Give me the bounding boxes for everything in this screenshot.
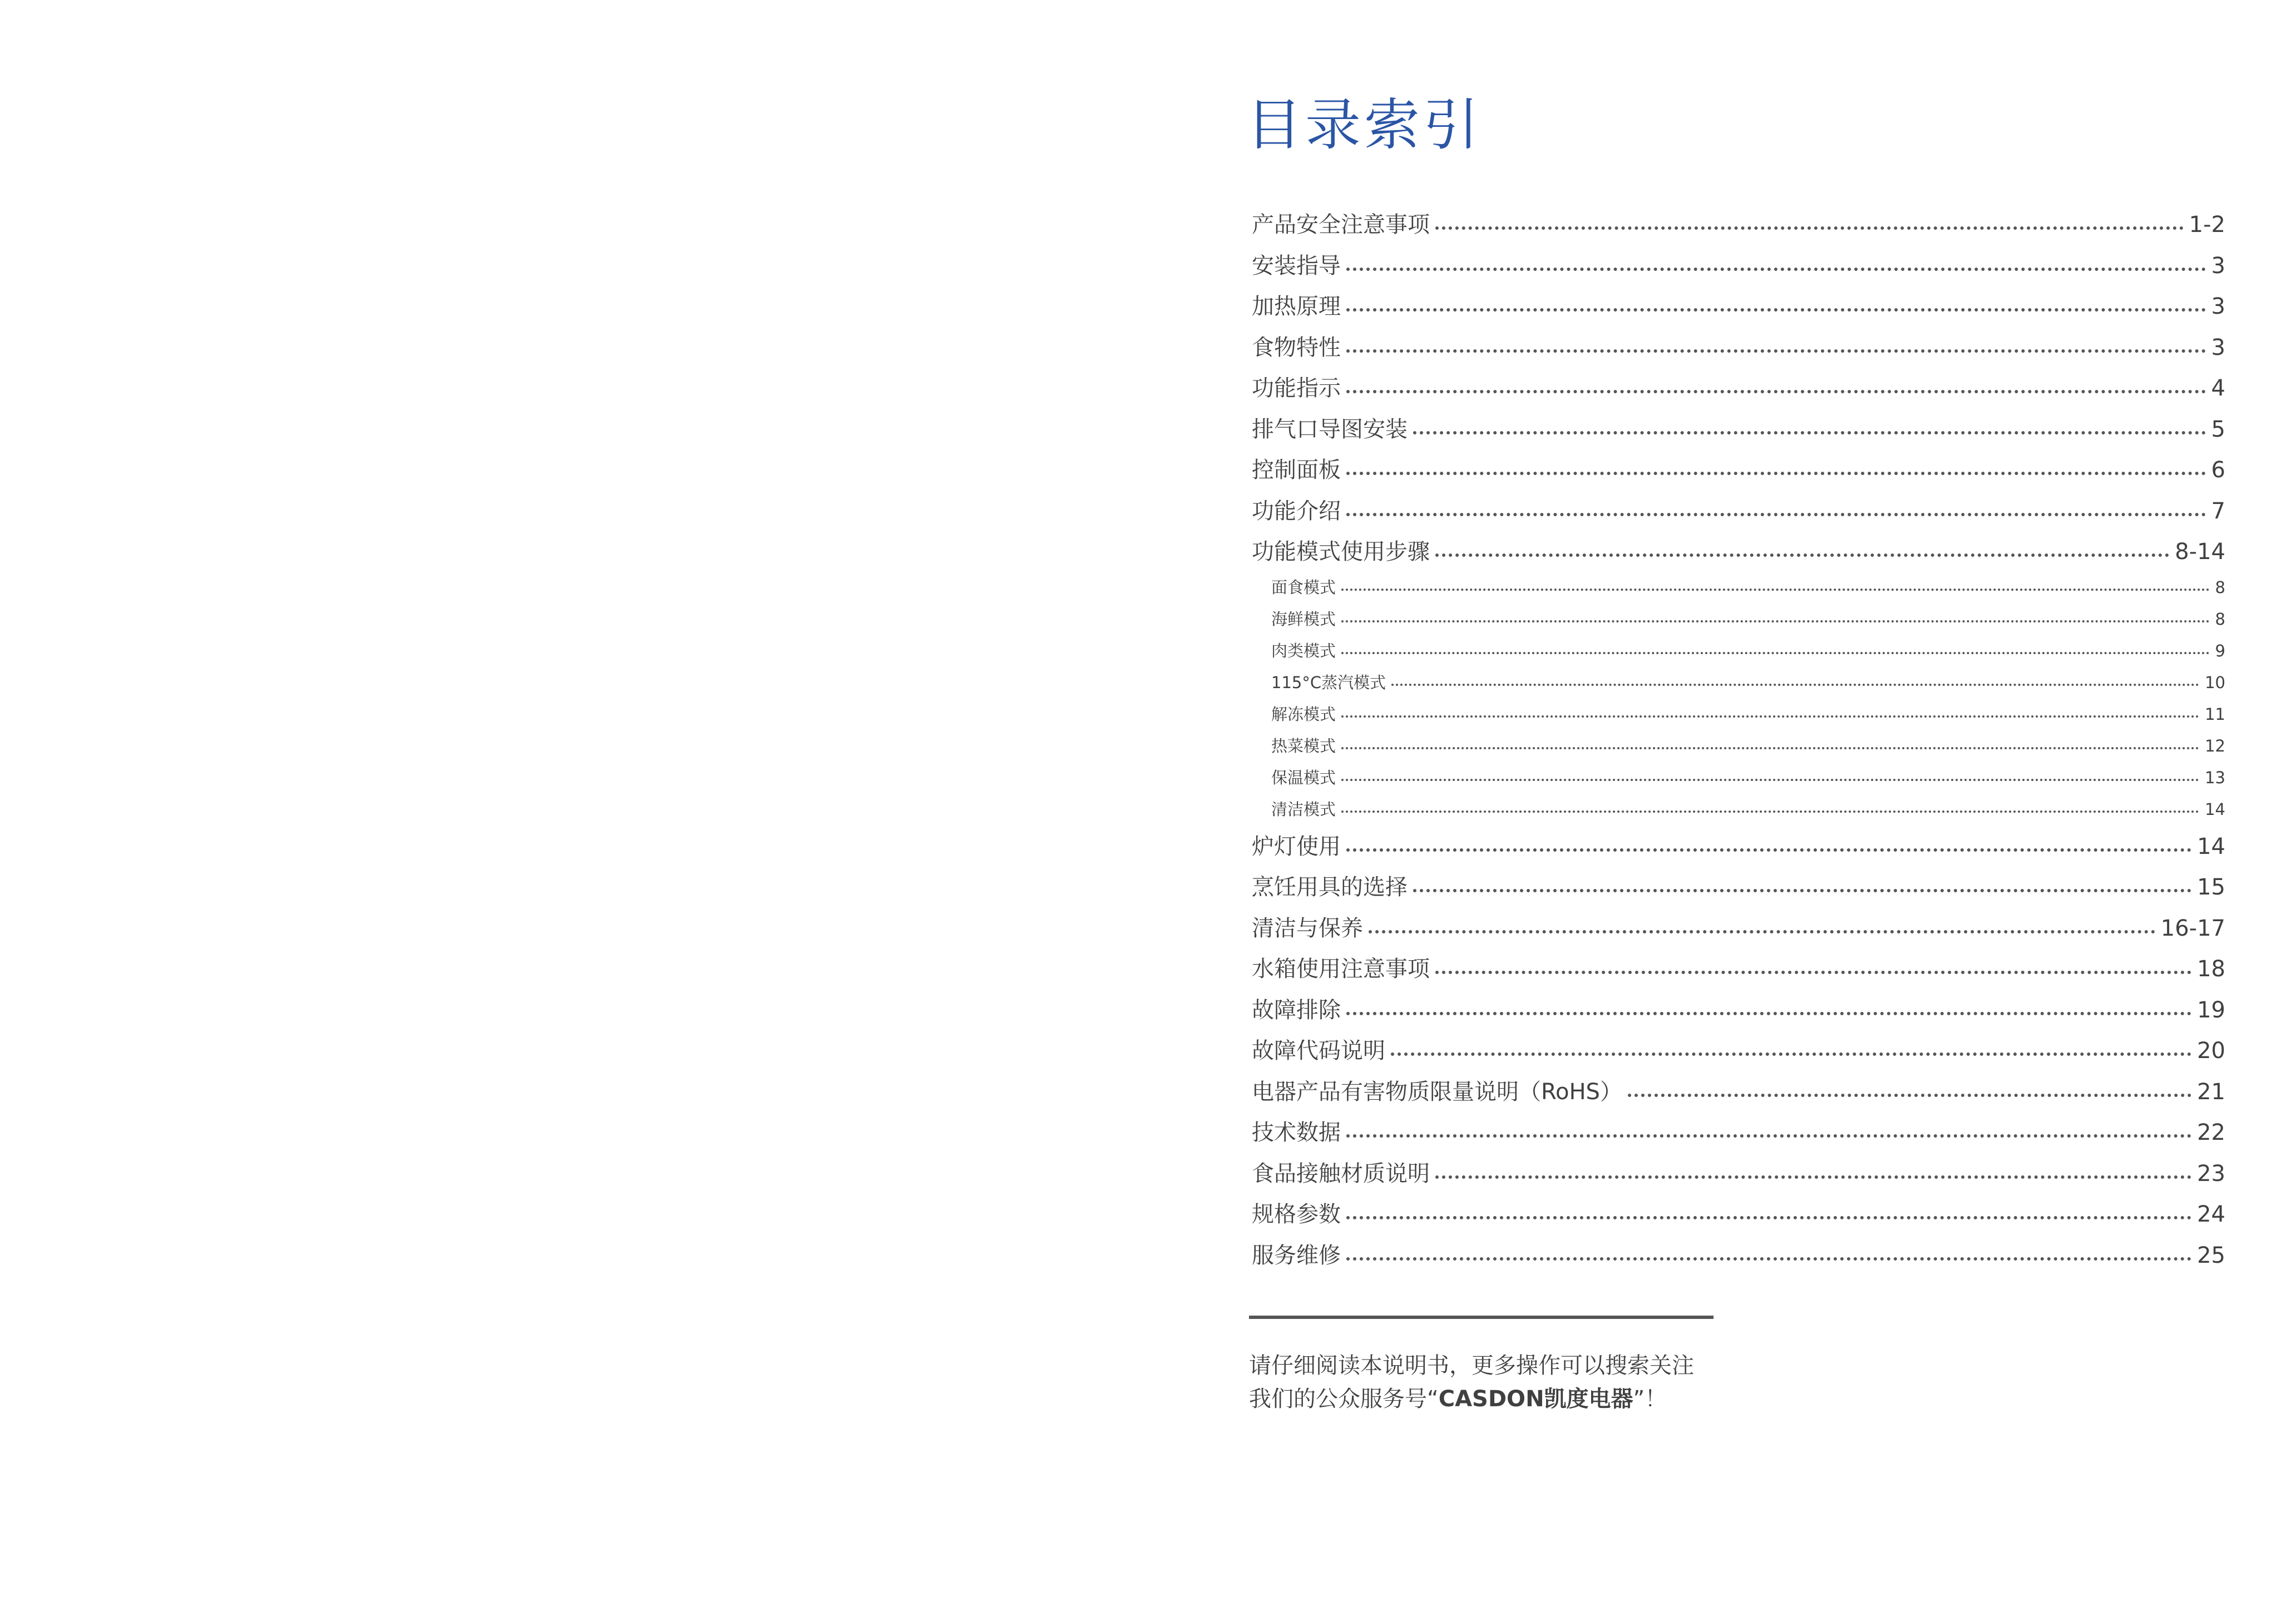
- toc-entry: [1252, 992, 2225, 1034]
- toc-entry-label: 故障代码说明: [1252, 1038, 1385, 1064]
- toc-entry-page: 23: [2197, 1160, 2225, 1187]
- toc-entry-page: 25: [2197, 1242, 2225, 1268]
- toc-entry-label: 功能指示: [1252, 375, 1341, 401]
- dot-leader: [1346, 472, 2206, 475]
- toc-entry-label: 服务维修: [1252, 1242, 1341, 1268]
- dot-leader: [1391, 684, 2199, 686]
- dot-leader: [1346, 308, 2206, 312]
- footer-line-1: 请仔细阅读本说明书，更多操作可以搜索关注: [1249, 1353, 1694, 1378]
- toc-entry-label: 保温模式: [1271, 768, 1336, 787]
- toc-entry: [1252, 869, 2225, 911]
- toc-entry-label: 安装指导: [1252, 253, 1341, 279]
- dot-leader: [1341, 652, 2210, 654]
- dot-leader: [1346, 1216, 2191, 1219]
- dot-leader: [1341, 715, 2199, 718]
- toc-entry: [1252, 452, 2225, 493]
- dot-leader: [1628, 1094, 2191, 1097]
- toc-entry-label: 肉类模式: [1271, 641, 1336, 660]
- toc-entry-page: 18: [2197, 956, 2225, 982]
- toc-entry: [1252, 289, 2225, 330]
- dot-leader: [1341, 810, 2199, 813]
- footer-line-2-suffix: ”！: [1633, 1386, 1667, 1412]
- toc-entry: [1252, 1115, 2225, 1156]
- toc-entry-label: 功能介绍: [1252, 498, 1341, 524]
- toc-entry-label: 清洁模式: [1271, 799, 1336, 819]
- dot-leader: [1346, 349, 2206, 353]
- toc-subentry: [1252, 670, 2225, 702]
- toc-entry-page: 5: [2211, 416, 2225, 442]
- toc-entry-page: 3: [2211, 334, 2225, 360]
- divider: [1249, 1316, 1714, 1319]
- table-of-contents: [1252, 207, 2225, 1278]
- toc-entry-label: 故障排除: [1252, 997, 1341, 1023]
- dot-leader: [1346, 848, 2191, 852]
- toc-entry-page: 3: [2211, 253, 2225, 279]
- toc-entry-label: 食物特性: [1252, 334, 1341, 360]
- toc-entry-label: 解冻模式: [1271, 704, 1336, 724]
- toc-subentry: [1252, 702, 2225, 734]
- toc-entry: [1252, 370, 2225, 412]
- toc-entry-page: 16-17: [2160, 915, 2225, 941]
- toc-entry-label: 食品接触材质说明: [1252, 1160, 1430, 1187]
- toc-entry-label: 技术数据: [1252, 1120, 1341, 1145]
- toc-entry-label: 热菜模式: [1271, 736, 1336, 755]
- dot-leader: [1346, 1134, 2191, 1138]
- dot-leader: [1346, 513, 2206, 516]
- toc-entry-page: 19: [2197, 997, 2225, 1023]
- toc-subentry: [1252, 607, 2225, 639]
- toc-entry-label: 控制面板: [1252, 457, 1341, 483]
- toc-entry-page: 14: [2197, 833, 2225, 859]
- toc-entry-page: 12: [2205, 736, 2225, 755]
- toc-entry-page: 11: [2205, 704, 2225, 724]
- dot-leader: [1435, 226, 2184, 230]
- toc-subentry: [1252, 639, 2225, 670]
- toc-entry-label: 排气口导图安装: [1252, 416, 1408, 442]
- toc-entry: [1252, 330, 2225, 371]
- dot-leader: [1341, 589, 2210, 591]
- toc-entry: [1252, 248, 2225, 289]
- toc-subentry: [1252, 734, 2225, 765]
- toc-entry-page: 8-14: [2175, 539, 2225, 565]
- toc-entry-page: 14: [2205, 799, 2225, 819]
- toc-entry: [1252, 1238, 2225, 1279]
- toc-entry-label: 115°C蒸汽模式: [1271, 673, 1386, 692]
- dot-leader: [1346, 1012, 2191, 1015]
- toc-entry-page: 8: [2215, 609, 2225, 629]
- toc-entry-label: 烹饪用具的选择: [1252, 874, 1408, 900]
- toc-entry-label: 产品安全注意事项: [1252, 212, 1430, 238]
- toc-entry: [1252, 493, 2225, 535]
- toc-entry-page: 10: [2205, 673, 2225, 692]
- toc-entry: [1252, 1074, 2225, 1115]
- toc-entry-label: 水箱使用注意事项: [1252, 956, 1430, 982]
- toc-entry: [1252, 1156, 2225, 1197]
- dot-leader: [1413, 889, 2191, 892]
- dot-leader: [1346, 1257, 2191, 1261]
- toc-entry-label: 功能模式使用步骤: [1252, 539, 1430, 565]
- toc-entry-page: 22: [2197, 1120, 2225, 1145]
- page-title: 目录索引: [1246, 92, 1482, 157]
- brand-name: CASDON凯度电器: [1438, 1386, 1633, 1412]
- toc-entry-page: 9: [2215, 641, 2225, 660]
- toc-entry: [1252, 951, 2225, 992]
- toc-entry-page: 20: [2197, 1038, 2225, 1064]
- toc-entry: [1252, 412, 2225, 453]
- toc-entry-page: 21: [2197, 1079, 2225, 1105]
- toc-entry-page: 3: [2211, 294, 2225, 319]
- footer-line-2-prefix: 我们的公众服务号“: [1249, 1386, 1439, 1412]
- toc-entry-page: 8: [2215, 577, 2225, 597]
- toc-entry-label: 清洁与保养: [1252, 915, 1363, 941]
- dot-leader: [1435, 971, 2191, 974]
- toc-entry-label: 规格参数: [1252, 1202, 1341, 1227]
- toc-subentry: [1252, 765, 2225, 797]
- toc-entry-label: 海鲜模式: [1271, 609, 1336, 629]
- footer-note: [1249, 1349, 1694, 1416]
- dot-leader: [1346, 268, 2206, 271]
- dot-leader: [1391, 1052, 2191, 1056]
- dot-leader: [1346, 390, 2206, 393]
- toc-entry: [1252, 207, 2225, 248]
- toc-entry-page: 24: [2197, 1202, 2225, 1227]
- toc-subentry: [1252, 575, 2225, 607]
- toc-subentry: [1252, 797, 2225, 829]
- toc-entry-label: 加热原理: [1252, 294, 1341, 319]
- toc-entry: [1252, 534, 2225, 575]
- toc-entry: [1252, 1033, 2225, 1074]
- dot-leader: [1413, 431, 2206, 434]
- dot-leader: [1369, 930, 2155, 933]
- dot-leader: [1341, 747, 2199, 749]
- dot-leader: [1435, 1175, 2191, 1179]
- dot-leader: [1341, 779, 2199, 781]
- dot-leader: [1435, 553, 2169, 557]
- dot-leader: [1341, 620, 2210, 622]
- footer-line-2: [1249, 1382, 1694, 1416]
- toc-entry-page: 6: [2211, 457, 2225, 483]
- toc-entry-label: 炉灯使用: [1252, 833, 1341, 859]
- toc-entry: [1252, 829, 2225, 870]
- toc-entry-page: 1-2: [2189, 212, 2225, 238]
- toc-entry-label: 面食模式: [1271, 577, 1336, 597]
- toc-entry-label: 电器产品有害物质限量说明（RoHS）: [1252, 1079, 1622, 1105]
- toc-entry: [1252, 911, 2225, 952]
- toc-entry-page: 4: [2211, 375, 2225, 401]
- toc-entry-page: 7: [2211, 498, 2225, 524]
- toc-entry: [1252, 1197, 2225, 1238]
- toc-entry-page: 15: [2197, 874, 2225, 900]
- toc-entry-page: 13: [2205, 768, 2225, 787]
